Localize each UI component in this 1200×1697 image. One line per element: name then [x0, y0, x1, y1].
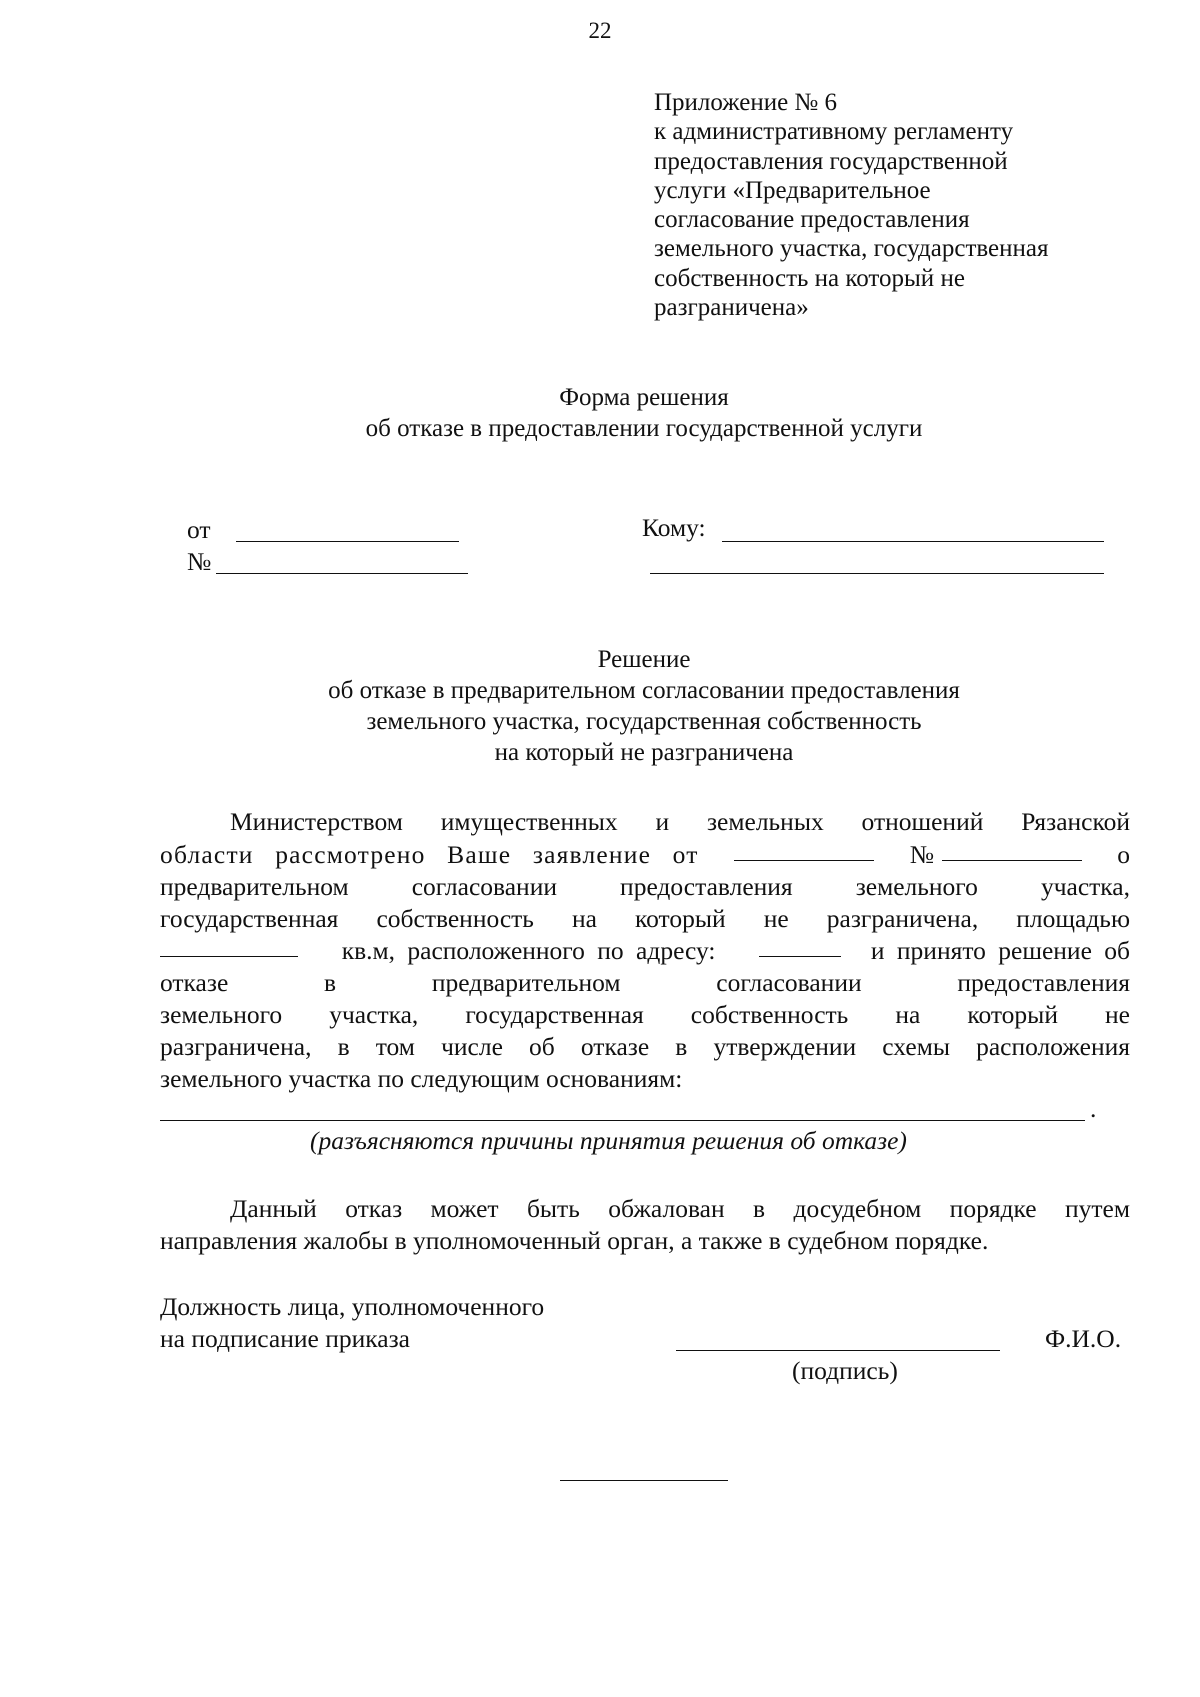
to-label: Кому:: [642, 513, 706, 542]
appendix-line: согласование предоставления: [654, 206, 970, 234]
number-label: №: [187, 547, 212, 576]
body-line: разграничена, в том числе об отказе в утверждении схемы расположения: [160, 1032, 1130, 1061]
appeal-line: Данный отказ может быть обжалован в досудебном порядке путем: [230, 1194, 1130, 1223]
decision-title-line: Решение: [597, 646, 691, 673]
body-line: [160, 936, 1130, 966]
body-line: государственная собственность на который не разграничена, площадью: [160, 904, 1130, 933]
appendix-line: земельного участка, государственная: [654, 235, 1049, 263]
application-number-field[interactable]: [942, 840, 1082, 861]
number-sign: №: [909, 840, 935, 869]
appendix-line: к административному регламенту: [654, 118, 1014, 146]
appeal-line: направления жалобы в уполномоченный орган, а также в судебном порядке.: [160, 1226, 989, 1255]
signatory-position: на подписание приказа: [160, 1324, 410, 1353]
appendix-block: [654, 88, 1048, 322]
signature-field[interactable]: [676, 1350, 1000, 1351]
appendix-line: предоставления государственной: [654, 147, 1008, 175]
body-line: земельного участка по следующим основаниям:: [160, 1064, 683, 1093]
body-line: предварительном согласовании предоставления земельного участка,: [160, 872, 1130, 901]
form-title: [44, 382, 1200, 444]
reason-hint: (разъясняются причины принятия решения об отказе): [310, 1126, 907, 1155]
signatory-position: Должность лица, уполномоченного: [160, 1292, 545, 1321]
appendix-line: услуги «Предварительное: [654, 176, 931, 204]
decision-title-line: об отказе в предварительном согласовании предоставления: [328, 677, 960, 704]
decision-title-line: на который не разграничена: [494, 739, 794, 766]
page-number: 22: [588, 18, 612, 43]
application-date-field[interactable]: [734, 840, 874, 861]
closing-divider: [560, 1480, 728, 1481]
reason-field[interactable]: [160, 1120, 1085, 1121]
decision-title: [44, 644, 1200, 768]
area-field[interactable]: [160, 936, 298, 957]
from-date-field[interactable]: [236, 541, 459, 542]
body-text: области рассмотрено Ваше заявление от: [160, 840, 699, 869]
reason-period: .: [1090, 1094, 1097, 1123]
body-line: земельного участка, государственная собственность на который не: [160, 1000, 1130, 1029]
body-text: кв.м, расположенного по адресу:: [341, 936, 716, 965]
appendix-line: собственность на который не: [654, 264, 965, 292]
recipient-field-2[interactable]: [650, 573, 1104, 574]
appendix-line: разграничена»: [654, 294, 809, 322]
address-field[interactable]: [759, 936, 841, 957]
decision-title-line: земельного участка, государственная собственность: [366, 708, 922, 735]
body-text: о: [1117, 840, 1130, 869]
signature-caption: (подпись): [792, 1356, 898, 1385]
number-field[interactable]: [216, 573, 468, 574]
recipient-field-1[interactable]: [722, 541, 1104, 542]
body-line: Министерством имущественных и земельных отношений Рязанской: [230, 807, 1130, 836]
body-line: отказе в предварительном согласовании предоставления: [160, 968, 1130, 997]
signatory-fio: Ф.И.О.: [1045, 1324, 1122, 1353]
appendix-line: Приложение № 6: [654, 89, 838, 116]
from-label: от: [187, 515, 211, 544]
body-line: [160, 840, 1130, 870]
body-text: и принято решение об: [870, 936, 1130, 965]
form-title-line: об отказе в предоставлении государственной услуги: [365, 415, 923, 442]
form-title-line: Форма решения: [559, 384, 729, 411]
